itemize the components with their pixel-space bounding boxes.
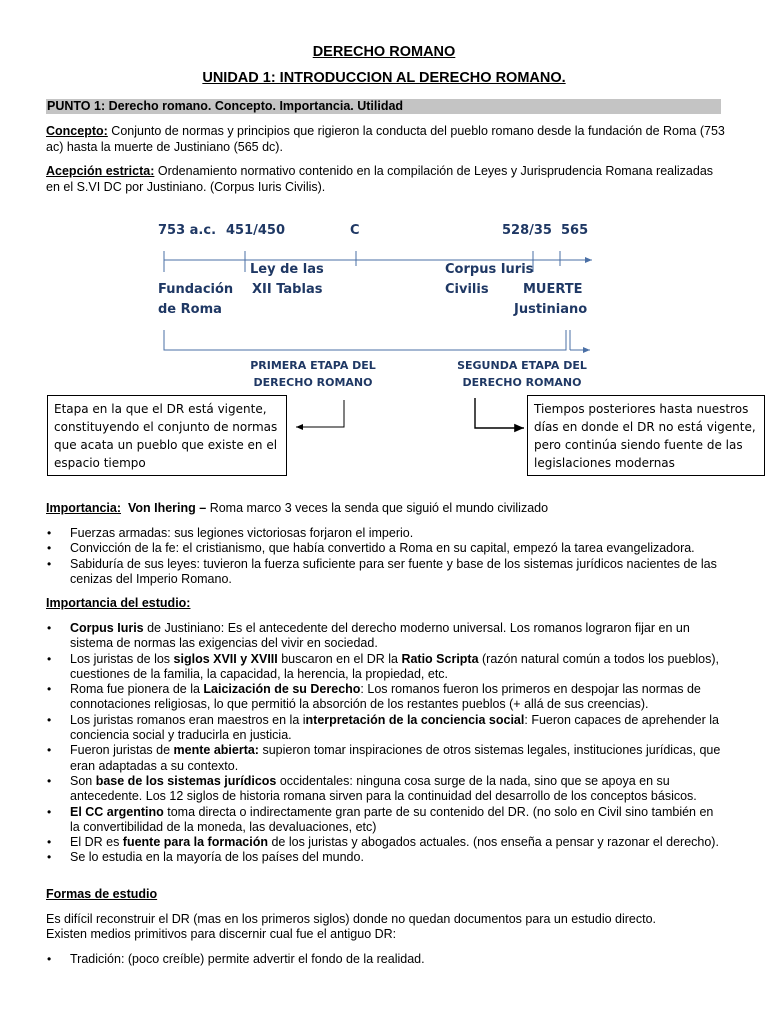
- item-text: Son: [70, 773, 96, 788]
- estudio-list: [46, 621, 726, 866]
- list-item: [46, 835, 726, 850]
- item-text: El DR es: [70, 835, 123, 850]
- arrow-to-left-box: [296, 400, 344, 427]
- muerte-label-1: MUERTE: [523, 282, 583, 297]
- list-item: • Sabiduría de sus leyes: tuvieron la fuerza suficiente para ser fuente y base de los sistemas jurídicos nacientes de las cenizas del Imperio Romano.: [46, 557, 726, 588]
- bold-term: El CC argentino: [70, 804, 164, 819]
- bold-term: mente abierta:: [173, 743, 259, 758]
- list-item: [46, 743, 726, 774]
- first-stage-label-2: DERECHO ROMANO: [253, 376, 373, 389]
- unit-title: UNIDAD 1: INTRODUCCION AL DERECHO ROMANO.: [202, 70, 566, 86]
- fundacion-label-1: Fundación: [158, 282, 234, 297]
- muerte-label-2: Justiniano: [514, 302, 588, 317]
- importancia-paragraph: [46, 501, 726, 517]
- second-stage-label-2: DERECHO ROMANO: [462, 376, 582, 389]
- bold-term: Corpus Iuris: [70, 621, 144, 635]
- importancia-author: Von Ihering –: [127, 501, 207, 515]
- item-text: de los juristas y abogados actuales. (nos enseña a pensar y razonar el derecho).: [267, 835, 719, 850]
- formas-heading: [46, 887, 726, 903]
- concepto-label: Concepto:: [46, 124, 108, 138]
- list-item: [46, 621, 726, 652]
- list-item: • Fuerzas armadas: sus legiones victoriosas forjaron el imperio.: [46, 526, 726, 541]
- document-title: DERECHO ROMANO: [312, 44, 456, 60]
- fundacion-label-2: de Roma: [158, 302, 222, 317]
- acepcion-label: Acepción estricta:: [46, 164, 155, 178]
- bold-term: nterpretación de la conciencia social: [305, 712, 525, 727]
- date-753: 753 a.c.: [158, 223, 217, 238]
- corpus-label-2: Civilis: [445, 282, 489, 297]
- item-text: toma directa o indirectamente gran parte de su contenido del DR. (no solo en Civil sino también en la convertibilidad de la moneda, las devaluaciones, etc): [70, 804, 714, 834]
- formas-paragraph-2: Existen medios primitivos para discernir cual fue el antiguo DR:: [46, 927, 397, 941]
- bold-term: siglos XVII y XVIII: [173, 651, 278, 666]
- importancia-text: Roma marco 3 veces la senda que siguió el mundo civilizado: [206, 501, 549, 515]
- first-stage-bracket: [164, 330, 566, 350]
- item-text: (razón natural común a todos los pueblos), cuestiones de la familia, la capacidad, la herencia, la propiedad, etc.: [70, 651, 719, 681]
- date-451: 451/450: [226, 223, 286, 238]
- item-text: Roma fue pionera de la: [70, 682, 204, 697]
- list-item: [46, 805, 726, 836]
- list-item: [46, 774, 726, 805]
- item-text: Fueron juristas de: [70, 743, 174, 758]
- list-item: • Convicción de la fe: el cristianismo, que había convertido a Roma en su capital, empezó la tarea evangelizadora.: [46, 541, 726, 556]
- ley-label-2: XII Tablas: [252, 282, 323, 297]
- item-text: Los juristas de los: [70, 651, 174, 666]
- item-text: supieron tomar inspiraciones de otros sistemas legales, instituciones jurídicas, que eran adaptadas a su contexto.: [70, 743, 721, 773]
- bold-term: Ratio Scripta: [401, 651, 479, 666]
- first-stage-note: Etapa en la que el DR está vigente, constituyendo el conjunto de normas que acata un pueblo que existe en el espacio tiempo: [47, 395, 287, 476]
- formas-list: [46, 952, 726, 967]
- item-text: occidentales: ninguna cosa surge de la nada, sino que se apoya en su antecedente. Los 12 siglos de historia romana sirven para la continuidad del desarrollo de los conceptos básicos.: [70, 773, 697, 804]
- formas-label: Formas de estudio: [46, 887, 158, 901]
- concepto-text: Conjunto de normas y principios que rigieron la conducta del pueblo romano desde la fundación de Roma (753 ac) hasta la muerte de Justiniano (565 dc).: [46, 124, 725, 154]
- importancia-list: [46, 526, 726, 587]
- estudio-label: Importancia del estudio:: [46, 596, 191, 610]
- list-item: [46, 682, 726, 713]
- bold-term: Laicización de su Derecho: [203, 682, 361, 697]
- acepcion-text: Ordenamiento normativo contenido en la compilación de Leyes y Jurisprudencia Romana realizadas en el S.VI DC por Justiniano. (Corpus Iuris Civilis).: [46, 164, 714, 194]
- list-item: • Se lo estudia en la mayoría de los países del mundo.: [46, 850, 726, 865]
- section-heading-punto1: PUNTO 1: Derecho romano. Concepto. Importancia. Utilidad: [46, 99, 721, 114]
- list-item: [46, 652, 726, 683]
- second-stage-label-1: SEGUNDA ETAPA DEL: [457, 359, 587, 372]
- list-item: [46, 713, 726, 744]
- corpus-label-1: Corpus Iuris: [445, 262, 534, 277]
- item-text: : Los romanos fueron los primeros en despojar las normas de connotaciones religiosas, lo que permitió la absorción de los restantes pueblos (+ allá de sus creencias).: [70, 682, 701, 712]
- bold-term: fuente para la formación: [122, 835, 268, 850]
- list-item: • Tradición: (poco creíble) permite advertir el fondo de la realidad.: [46, 952, 726, 967]
- date-c: C: [350, 223, 360, 238]
- formas-paragraph-1: Es difícil reconstruir el DR (mas en los primeros siglos) donde no quedan documentos para un estudio directo.: [46, 912, 657, 926]
- ley-label-1: Ley de las: [250, 262, 324, 277]
- importancia-label: Importancia:: [46, 501, 122, 515]
- arrow-to-right-box: [475, 398, 524, 428]
- date-528: 528/35: [502, 223, 552, 238]
- item-text: : Fueron capaces de aprehender la conciencia social y traducirla en justicia.: [70, 712, 719, 743]
- bold-term: base de los sistemas jurídicos: [95, 773, 277, 788]
- date-565: 565: [561, 223, 589, 238]
- estudio-heading: [46, 596, 726, 612]
- second-stage-note: Tiempos posteriores hasta nuestros días en donde el DR no está vigente, pero continúa siendo fuente de las legislaciones modernas: [527, 395, 765, 476]
- item-text: Los juristas romanos eran maestros en la i: [70, 712, 306, 727]
- first-stage-label-1: PRIMERA ETAPA DEL: [250, 359, 376, 372]
- item-text: buscaron en el DR la: [277, 651, 402, 666]
- item-text: de Justiniano: Es el antecedente del derecho moderno universal. Los romanos lograron fijar en un sistema de normas las exigencias del vivir en sociedad.: [70, 621, 690, 651]
